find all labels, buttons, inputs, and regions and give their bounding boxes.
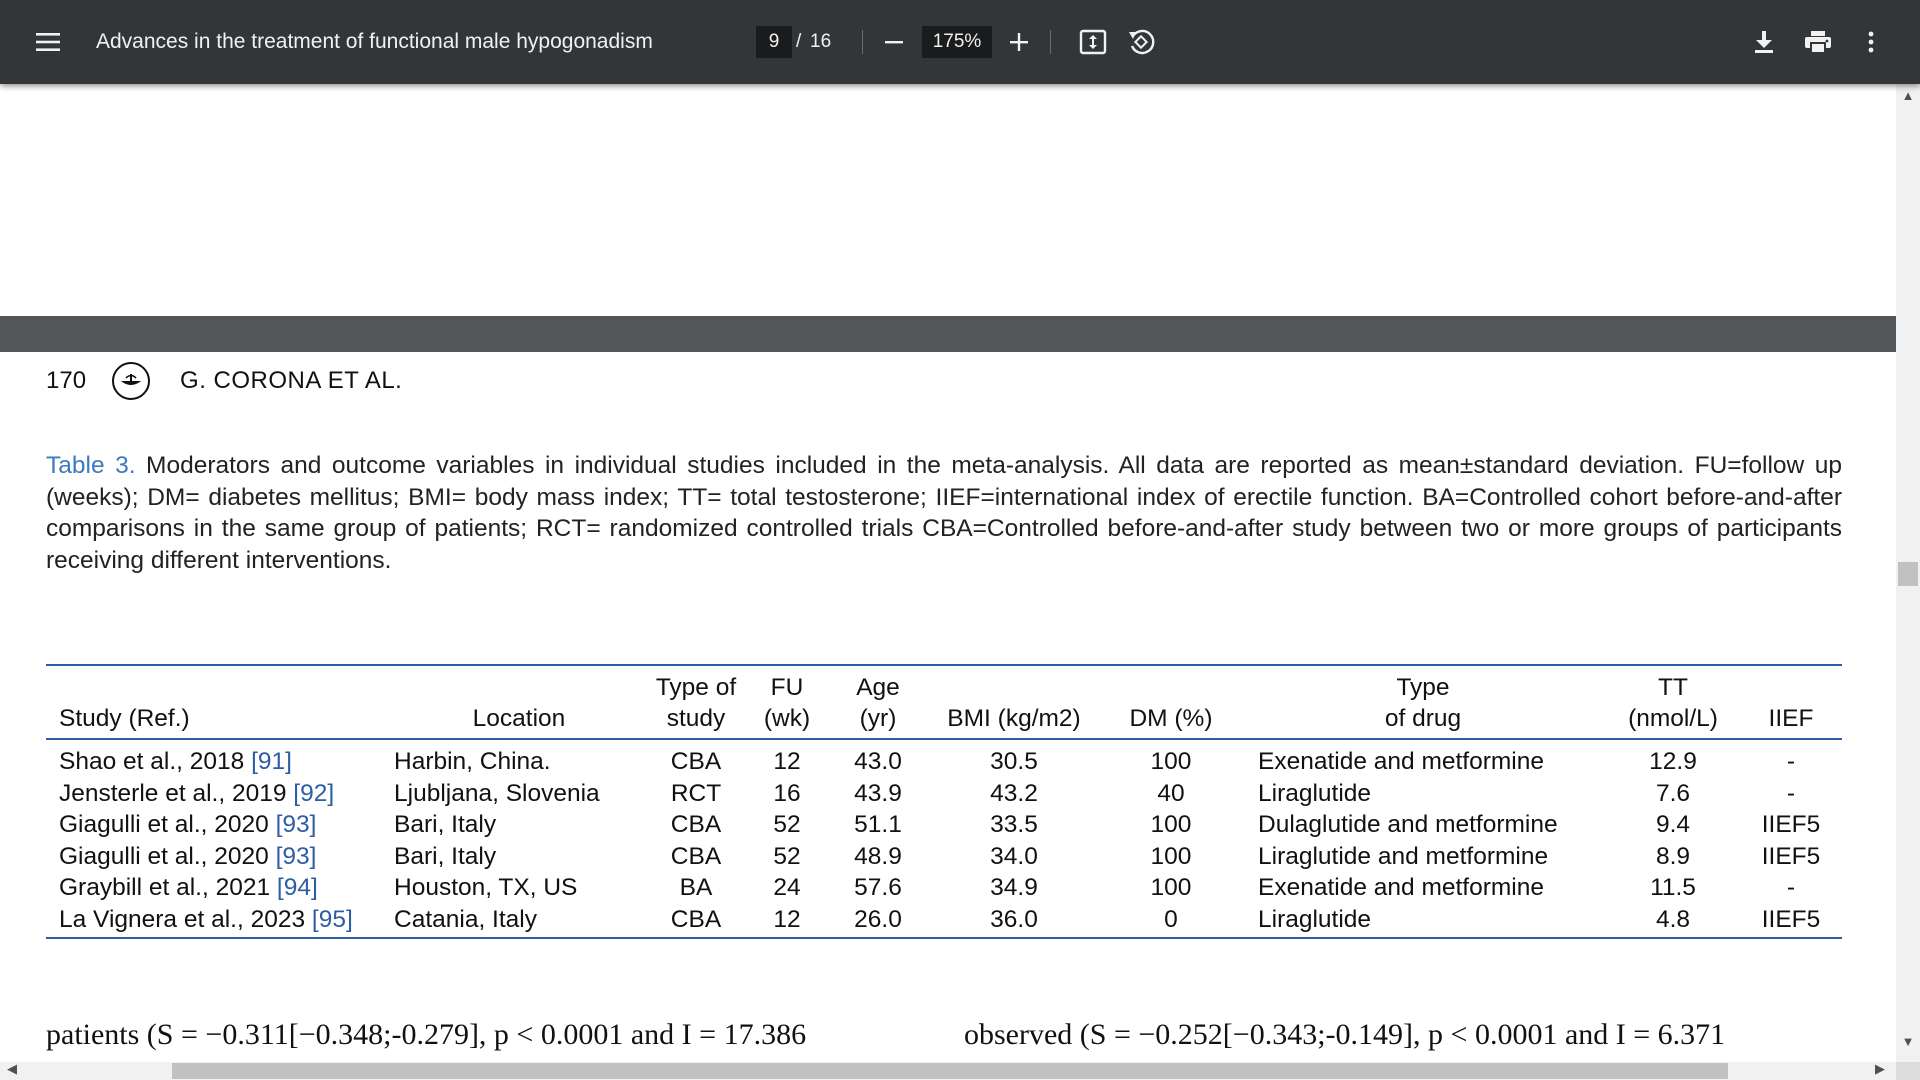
horizontal-scroll-thumb[interactable] (172, 1063, 1728, 1079)
table-row (46, 841, 1842, 873)
scroll-left-arrow-icon[interactable]: ◀ (7, 1061, 17, 1076)
reference-link[interactable]: [92] (293, 779, 335, 807)
cell-iief: IIEF5 (1761, 905, 1821, 933)
cell-location: Ljubljana, Slovenia (394, 779, 600, 807)
fit-page-button[interactable] (1073, 0, 1113, 84)
zoom-in-button[interactable] (999, 0, 1039, 84)
cell-fu: 12 (773, 748, 801, 775)
rotate-button[interactable] (1121, 0, 1161, 84)
col-header-iief: IIEF (1768, 705, 1814, 732)
download-button[interactable] (1744, 0, 1784, 84)
cell-drug: Liraglutide (1258, 779, 1372, 807)
cell-type: BA (679, 874, 713, 901)
col-header-location: Location (472, 705, 566, 732)
cell-bmi: 36.0 (990, 905, 1038, 933)
cell-study: Shao et al., 2018 [91] (59, 748, 292, 775)
cell-fu: 24 (773, 874, 801, 901)
cell-fu: 52 (773, 842, 801, 870)
cell-tt: 4.8 (1655, 905, 1691, 933)
reference-link[interactable]: [94] (276, 874, 318, 901)
page-number: 170 (46, 367, 87, 394)
cell-iief: IIEF5 (1761, 842, 1821, 870)
cell-dm: 100 (1150, 842, 1192, 870)
cell-iief: - (1786, 748, 1796, 775)
more-options-button[interactable] (1851, 0, 1891, 84)
body-text-left-column: patients (S = −0.311[−0.348;-0.279], p < 0.0001 and I = 17.386 (46, 1018, 807, 1051)
cell-tt: 11.5 (1650, 874, 1696, 901)
col-header-drug: Type of drug (1384, 674, 1462, 732)
table-caption-text: Moderators and outcome variables in individual studies included in the meta-analysis. All data are reported as mean±standard deviation. FU=follow up (weeks); DM= diabetes mellitus; BMI= body mass index; TT= total testosterone; IIEF=international index of erectile function. BA=Controlled cohort before-and-after comparisons in the same group of patients; RCT= randomized controlled trials CBA=Controlled before-and-after study between two or more groups of participants receiving different interventions. (46, 452, 1842, 574)
cell-bmi: 34.9 (990, 874, 1038, 901)
cell-tt: 12.9 (1649, 748, 1697, 775)
cell-drug: Liraglutide (1258, 905, 1372, 933)
cell-type: CBA (670, 842, 722, 870)
col-header-tt: TT (nmol/L) (1628, 674, 1718, 732)
cell-type: RCT (670, 779, 722, 807)
cell-type: CBA (670, 905, 722, 933)
col-header-study: Study (Ref.) (59, 705, 190, 732)
zoom-out-button[interactable] (874, 0, 914, 84)
cell-dm: 100 (1150, 874, 1192, 901)
table-caption-label: Table 3. (46, 452, 136, 479)
rotate-icon (1127, 28, 1155, 56)
vertical-scroll-thumb[interactable] (1898, 562, 1918, 586)
cell-tt: 8.9 (1655, 842, 1691, 870)
cell-location: Bari, Italy (394, 842, 497, 870)
cell-dm: 100 (1150, 748, 1192, 775)
page-number-input[interactable] (756, 26, 792, 58)
print-button[interactable] (1798, 0, 1838, 84)
cell-drug: Exenatide and metformine (1258, 748, 1544, 775)
cell-iief: - (1786, 874, 1796, 901)
reference-link[interactable]: [93] (275, 811, 317, 838)
col-header-fu: FU (wk) (763, 674, 811, 732)
cell-location: Harbin, China. (394, 748, 551, 775)
zoom-in-icon (1009, 32, 1029, 52)
cell-bmi: 33.5 (990, 811, 1038, 838)
cell-iief: - (1786, 779, 1796, 807)
scroll-up-arrow-icon[interactable]: ▲ (1901, 88, 1915, 103)
cell-location: Bari, Italy (394, 811, 497, 838)
cell-study: Giagulli et al., 2020 [93] (59, 811, 317, 838)
cell-fu: 12 (773, 905, 801, 933)
download-icon (1753, 30, 1775, 54)
cell-fu: 52 (773, 811, 801, 838)
cell-age: 43.0 (854, 748, 902, 775)
page-separator: / (796, 31, 802, 52)
document-title: Advances in the treatment of functional male hypogonadism (96, 30, 653, 53)
cell-tt: 9.4 (1655, 811, 1691, 838)
cell-study: Graybill et al., 2021 [94] (59, 874, 318, 901)
cell-type: CBA (670, 748, 722, 775)
cell-age: 48.9 (854, 842, 902, 870)
journal-logo-icon (112, 362, 150, 400)
page-total: 16 (810, 31, 832, 52)
table-row (46, 904, 1842, 939)
cell-dm: 100 (1150, 811, 1192, 838)
print-icon (1804, 30, 1832, 54)
cell-study: La Vignera et al., 2023 [95] (59, 905, 353, 933)
table-row (46, 778, 1842, 810)
table-caption (46, 450, 1842, 576)
scrollbar-corner (1896, 1062, 1920, 1080)
cell-drug: Dulaglutide and metformine (1258, 811, 1558, 838)
cell-fu: 16 (773, 779, 801, 807)
fit-page-icon (1079, 29, 1107, 55)
cell-location: Houston, TX, US (394, 874, 578, 901)
cell-tt: 7.6 (1655, 779, 1691, 807)
cell-bmi: 34.0 (990, 842, 1038, 870)
cell-age: 26.0 (854, 905, 902, 933)
cell-location: Catania, Italy (394, 905, 537, 933)
running-head-authors: G. CORONA ET AL. (180, 367, 403, 394)
cell-study: Giagulli et al., 2020 [93] (59, 842, 317, 870)
reference-link[interactable]: [93] (275, 842, 317, 870)
cell-drug: Exenatide and metformine (1258, 874, 1544, 901)
more-icon (1868, 31, 1874, 53)
zoom-level-input[interactable] (922, 26, 992, 58)
cell-age: 51.1 (854, 811, 902, 838)
table-row (46, 809, 1842, 841)
cell-bmi: 30.5 (990, 748, 1038, 775)
scroll-right-arrow-icon[interactable]: ▶ (1875, 1061, 1885, 1076)
toolbar-divider (862, 30, 863, 54)
toolbar-divider (1050, 30, 1051, 54)
cell-age: 43.9 (854, 779, 902, 807)
table-row (46, 739, 1842, 778)
body-text-right-column: observed (S = −0.252[−0.343;-0.149], p < 0.0001 and I = 6.371 (964, 1018, 1726, 1051)
pdf-toolbar (0, 0, 1920, 84)
col-header-dm: DM (%) (1129, 705, 1213, 732)
cell-study: Jensterle et al., 2019 [92] (59, 779, 335, 807)
cell-dm: 0 (1164, 905, 1178, 933)
menu-button[interactable] (32, 0, 64, 84)
zoom-out-icon (884, 32, 904, 52)
cell-drug: Liraglutide and metformine (1258, 842, 1549, 870)
reference-link[interactable]: [95] (311, 905, 353, 933)
table-3 (46, 664, 1842, 939)
col-header-type: Type of study (655, 674, 737, 732)
cell-type: CBA (670, 811, 722, 838)
menu-icon (36, 32, 60, 52)
cell-bmi: 43.2 (990, 779, 1038, 807)
table-row (46, 872, 1842, 904)
scroll-down-arrow-icon[interactable]: ▼ (1901, 1034, 1915, 1049)
reference-link[interactable]: [91] (251, 748, 292, 775)
col-header-age: Age (yr) (856, 674, 900, 732)
cell-iief: IIEF5 (1761, 811, 1821, 838)
cell-age: 57.6 (854, 874, 902, 901)
running-head (46, 362, 402, 400)
col-header-bmi: BMI (kg/m2) (947, 705, 1081, 732)
cell-dm: 40 (1157, 779, 1185, 807)
previous-page (0, 84, 1896, 316)
table-header-row (46, 665, 1842, 739)
